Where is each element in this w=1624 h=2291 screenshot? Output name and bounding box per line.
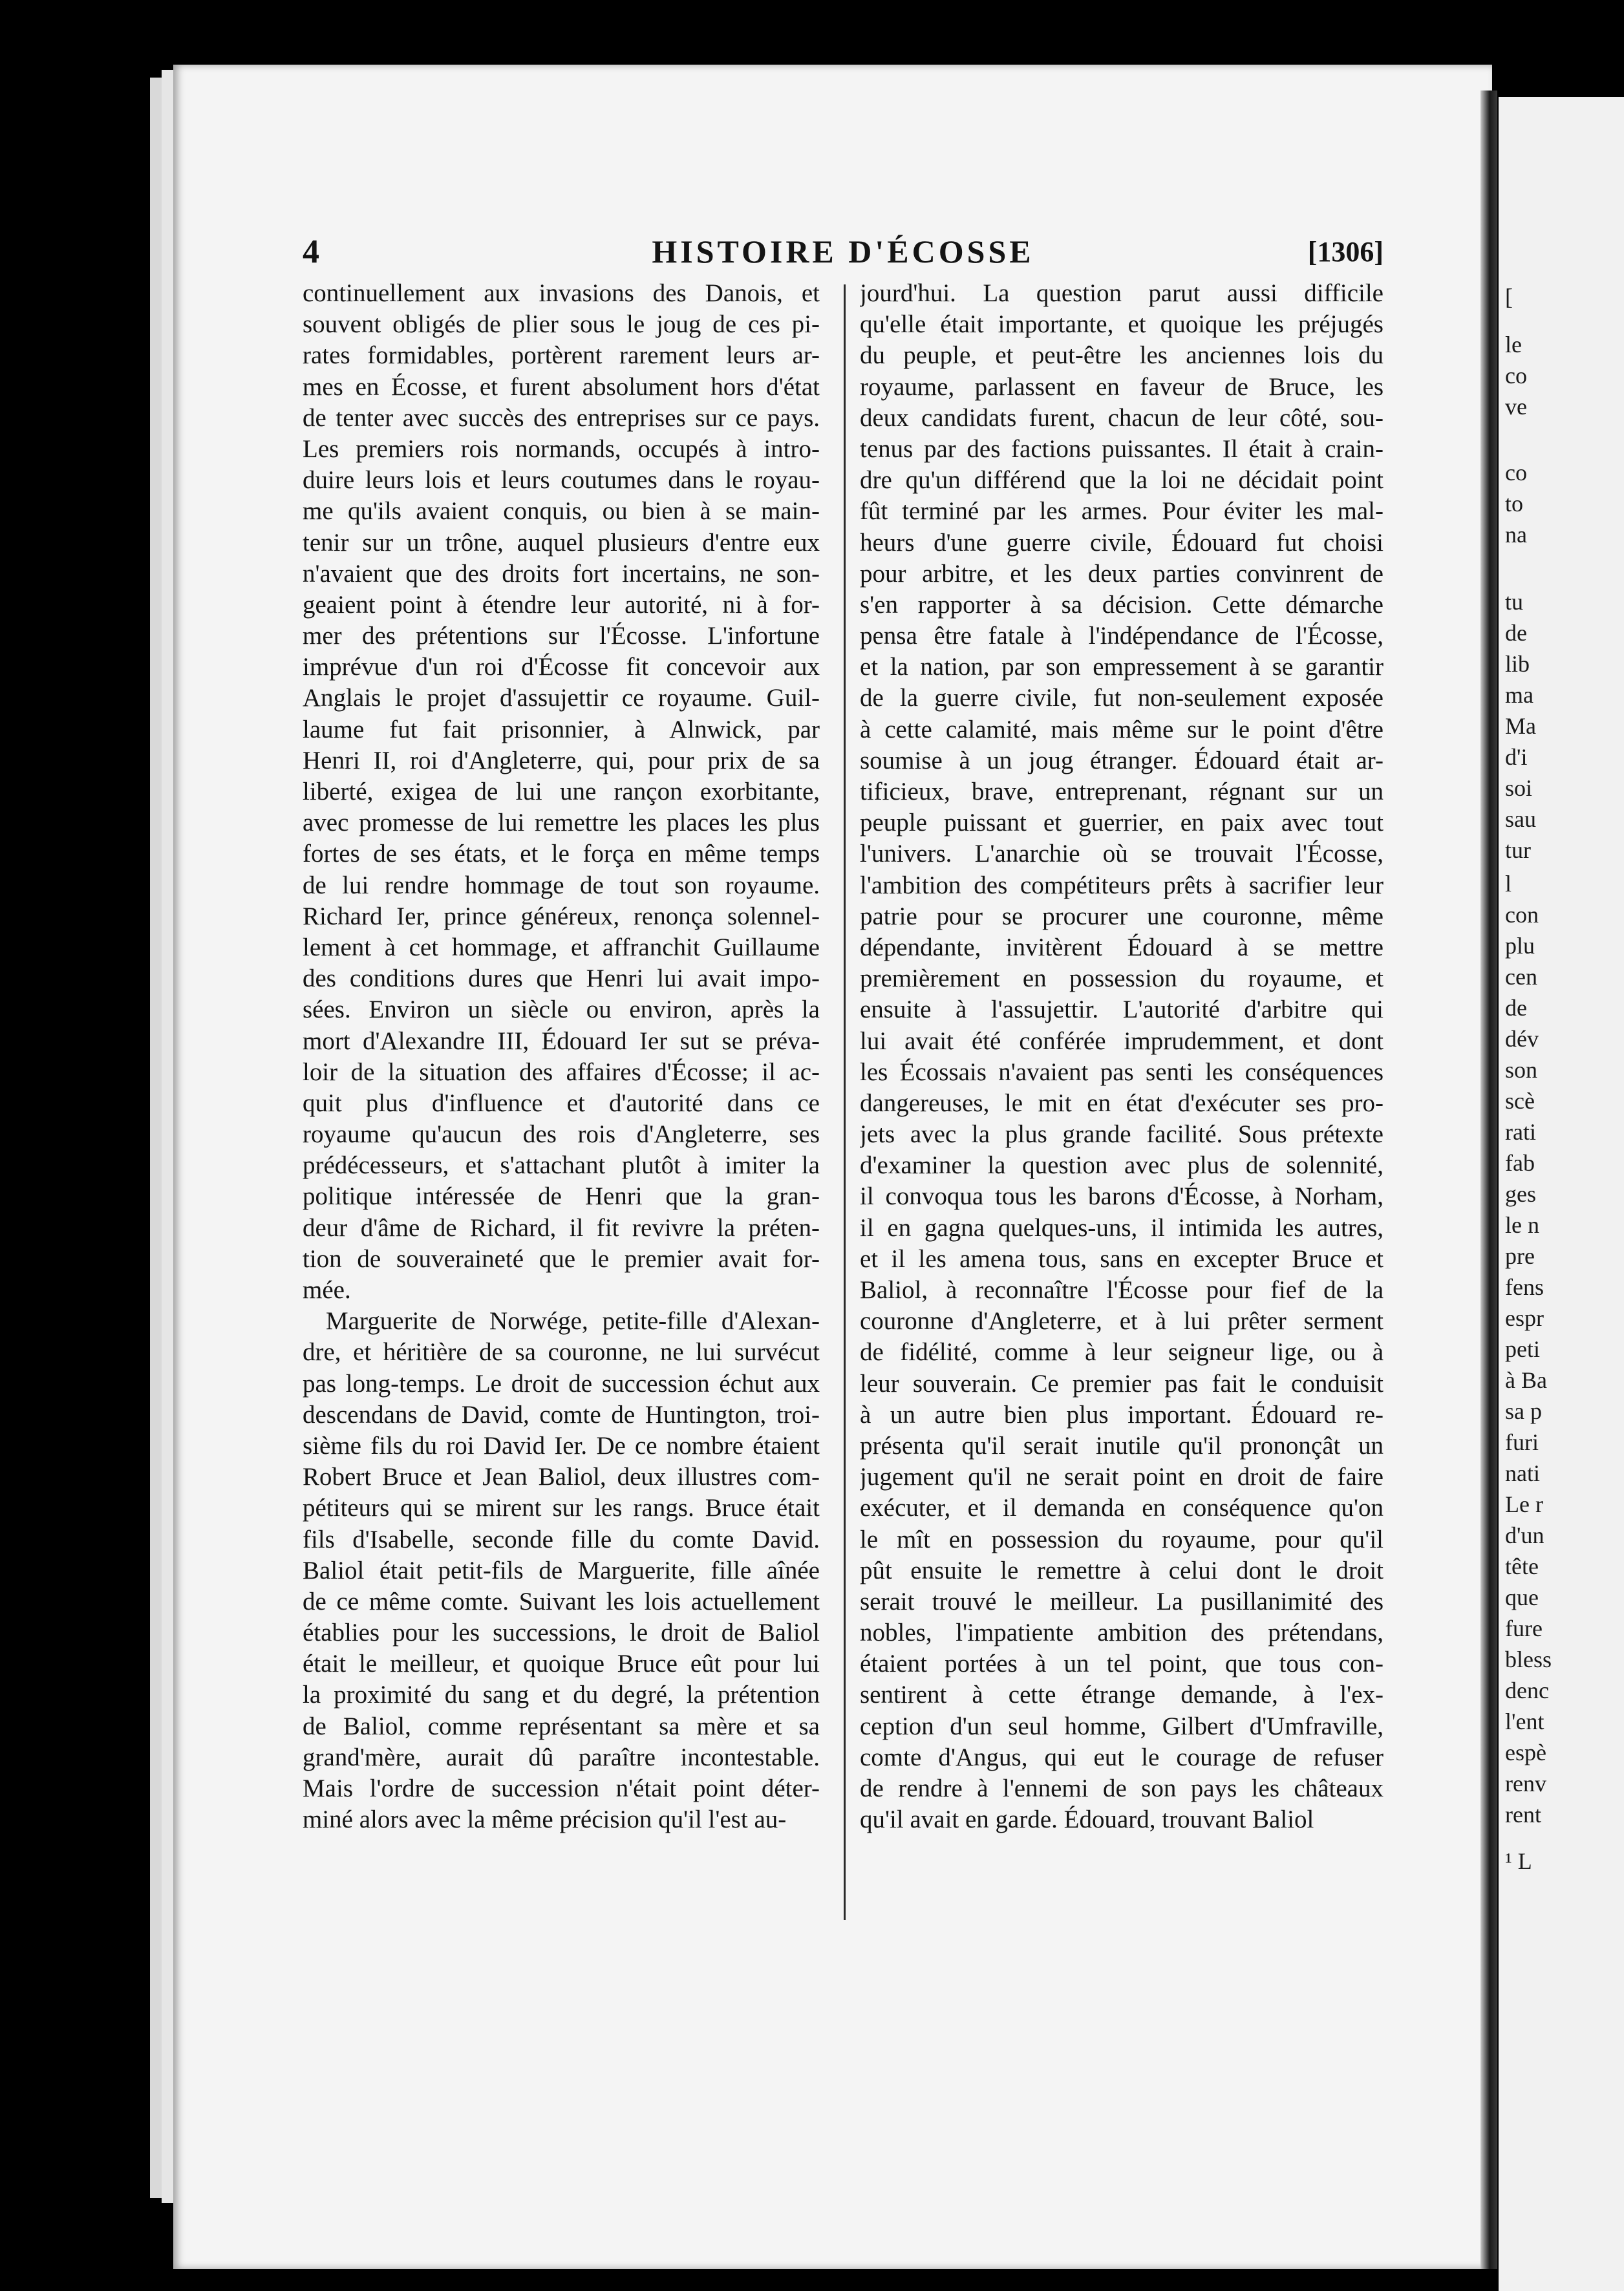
facing-page-text: na — [1505, 522, 1527, 548]
text-line: fils d'Isabelle, seconde fille du comte David. — [303, 1525, 820, 1553]
text-line: de ce même comte. Suivant les lois actuellement — [303, 1587, 820, 1615]
facing-page-text: Ma — [1505, 713, 1536, 739]
text-line: pût ensuite le remettre à celui dont le droit — [860, 1556, 1384, 1584]
text-line: deux candidats furent, chacun de leur côté, sou- — [860, 403, 1384, 432]
running-head — [303, 233, 1384, 278]
text-line: à cette calamité, mais même sur le point d'être — [860, 715, 1384, 743]
text-line: ception d'un seul homme, Gilbert d'Umfraville, — [860, 1712, 1384, 1740]
facing-page-text: scè — [1505, 1088, 1535, 1114]
facing-page-text: Le r — [1505, 1491, 1543, 1517]
text-line: mée. — [303, 1276, 351, 1304]
text-line: royaume, parlassent en faveur de Bruce, les — [860, 372, 1384, 401]
text-line: tificieux, brave, entreprenant, régnant sur un — [860, 778, 1384, 805]
facing-page-text: ma — [1505, 682, 1533, 708]
facing-page-text: pre — [1505, 1243, 1535, 1269]
text-line: jets avec la plus grande facilité. Sous prétexte — [860, 1120, 1384, 1149]
text-line: quit plus d'influence et d'autorité dans ce — [303, 1089, 820, 1117]
facing-page-text: tête — [1505, 1553, 1539, 1579]
facing-page-text: [ — [1505, 284, 1513, 310]
facing-page-text: bless — [1505, 1646, 1552, 1672]
text-line: tion de souveraineté que le premier avait for- — [303, 1244, 820, 1273]
text-line: dépendante, invitèrent Édouard à se mettre — [860, 933, 1384, 961]
facing-page-text: l'ent — [1505, 1709, 1544, 1734]
text-line: et il les amena tous, sans en excepter Bruce et — [860, 1244, 1384, 1273]
facing-page-text: que — [1505, 1584, 1539, 1610]
text-line: jourd'hui. La question parut aussi difficile — [860, 279, 1384, 307]
text-line: dre qu'un différend que la loi ne décidait point — [860, 466, 1384, 495]
text-line: souvent obligés de plier sous le joug de ces pi- — [303, 310, 820, 339]
book-gutter — [1480, 91, 1497, 2269]
text-line: mort d'Alexandre III, Édouard Ier sut se préva- — [303, 1027, 820, 1055]
facing-page-text: fab — [1505, 1150, 1535, 1176]
facing-page-text: de — [1505, 995, 1527, 1021]
text-line: laume fut fait prisonnier, à Alnwick, par — [303, 715, 820, 743]
facing-page-fragment — [1499, 97, 1624, 2291]
facing-page-text: soi — [1505, 775, 1533, 801]
text-line: rates formidables, portèrent rarement leurs ar- — [303, 341, 820, 370]
text-line: Richard Ier, prince généreux, renonça solennel- — [303, 902, 820, 930]
facing-page-text: to — [1505, 491, 1524, 517]
text-line: la proximité du sang et du degré, la prétention — [303, 1681, 820, 1709]
text-line: de fidélité, comme à leur seigneur lige, ou à — [860, 1338, 1384, 1367]
text-line: mer des prétentions sur l'Écosse. L'infortune — [303, 622, 820, 650]
facing-page-text: rati — [1505, 1119, 1536, 1145]
text-line: l'ambition des compétiteurs prêts à sacrifier leur — [860, 871, 1384, 899]
text-line: patrie pour se procurer une couronne, même — [860, 902, 1384, 930]
text-line: mes en Écosse, et furent absolument hors d'état — [303, 372, 820, 401]
text-line: serait trouvé le meilleur. La pusillanimité des — [860, 1587, 1384, 1615]
text-line: et la nation, par son empressement à se garantir — [860, 653, 1384, 681]
text-line: jugement qu'il ne serait point en droit de faire — [860, 1463, 1384, 1491]
facing-page-text: sau — [1505, 806, 1536, 832]
text-line: ensuite à l'assujettir. L'autorité d'arbitre qui — [860, 996, 1384, 1024]
text-line: de lui rendre hommage de tout son royaume. — [303, 871, 820, 899]
facing-page-text: tu — [1505, 589, 1524, 615]
text-line: liberté, exigea de lui une rançon exorbitante, — [303, 778, 820, 805]
text-line: me qu'ils avaient conquis, ou bien à se main- — [303, 497, 820, 526]
text-line: loir de la situation des affaires d'Écosse; il ac- — [303, 1058, 820, 1086]
text-line: Baliol, à reconnaître l'Écosse pour fief de la — [860, 1276, 1384, 1304]
text-line: le mît en possession du royaume, pour qu'il — [860, 1525, 1384, 1553]
text-line: lui avait été conférée imprudemment, et dont — [860, 1027, 1384, 1055]
text-line: heurs d'une guerre civile, Édouard fut choisi — [860, 528, 1384, 557]
text-line: prédécesseurs, et s'attachant plutôt à imiter la — [303, 1151, 820, 1180]
text-line: Anglais le projet d'assujettir ce royaume. Guil- — [303, 684, 820, 712]
text-line: tenir sur un trône, auquel plusieurs d'entre eux — [303, 528, 820, 557]
text-line: l'univers. L'anarchie où se trouvait l'Écosse, — [860, 840, 1384, 868]
text-line: sième fils du roi David Ier. De ce nombre étaient — [303, 1431, 820, 1460]
text-line: de Baliol, comme représentant sa mère et sa — [303, 1712, 820, 1740]
text-line: politique intéressée de Henri que la gran- — [303, 1182, 820, 1211]
text-line: deur d'âme de Richard, il fit revivre la préten- — [303, 1213, 820, 1242]
facing-page-text: espr — [1505, 1305, 1544, 1331]
text-line: étaient portées à un tel point, que tous con- — [860, 1650, 1384, 1678]
text-line: descendans de David, comte de Huntington, troi- — [303, 1400, 820, 1429]
facing-page-text: lib — [1505, 651, 1530, 677]
text-line: Mais l'ordre de succession n'était point déter- — [303, 1774, 820, 1802]
facing-page-text: d'i — [1505, 744, 1528, 770]
text-line: pour arbitre, et les deux parties convinrent de — [860, 559, 1384, 588]
right-text-column — [860, 278, 1384, 1835]
page-number: 4 — [303, 233, 319, 270]
text-line: était le meilleur, et quoique Bruce eût pour lui — [303, 1650, 820, 1678]
facing-page-text: sa p — [1505, 1398, 1542, 1424]
text-line: lement à cet hommage, et affranchit Guillaume — [303, 933, 820, 961]
text-line: couronne d'Angleterre, et à lui prêter serment — [860, 1307, 1384, 1336]
facing-page-text: rent — [1505, 1802, 1541, 1827]
text-line: présenta qu'il serait inutile qu'il prononçât un — [860, 1431, 1384, 1460]
text-line: il en gagna quelques-uns, il intimida les autres, — [860, 1213, 1384, 1242]
text-line: exécuter, et il demanda en conséquence qu'on — [860, 1494, 1384, 1522]
text-line: Henri II, roi d'Angleterre, qui, pour prix de sa — [303, 746, 820, 774]
text-line: établies pour les successions, le droit de Baliol — [303, 1619, 820, 1647]
text-line: peuple puissant et guerrier, en paix avec tout — [860, 809, 1384, 837]
text-line: soumise à un joug étranger. Édouard était ar- — [860, 746, 1384, 774]
text-line: grand'mère, aurait dû paraître incontestable. — [303, 1743, 820, 1771]
text-line: à un autre bien plus important. Édouard re- — [860, 1400, 1384, 1429]
facing-page-text: ¹ L — [1505, 1848, 1532, 1874]
facing-page-text: fens — [1505, 1274, 1544, 1300]
facing-page-text: co — [1505, 363, 1527, 389]
facing-page-text: renv — [1505, 1771, 1546, 1796]
text-line: d'examiner la question avec plus de solennité, — [860, 1151, 1384, 1180]
text-line: continuellement aux invasions des Danois, et — [303, 279, 820, 307]
text-line: Marguerite de Norwége, petite-fille d'Alexan- — [326, 1307, 820, 1336]
text-line: qu'il avait en garde. Édouard, trouvant Baliol — [860, 1806, 1314, 1834]
text-line: geaient point à étendre leur autorité, ni à for- — [303, 590, 820, 619]
facing-page-text: de — [1505, 620, 1527, 646]
text-line: miné alors avec la même précision qu'il l'est au- — [303, 1806, 787, 1834]
facing-page-text: co — [1505, 460, 1527, 485]
facing-page-text: espè — [1505, 1740, 1546, 1765]
text-line: nobles, l'impatiente ambition des prétendans, — [860, 1619, 1384, 1647]
facing-page-text: le — [1505, 332, 1522, 357]
facing-page-text: denc — [1505, 1678, 1549, 1703]
text-line: royaume qu'aucun des rois d'Angleterre, ses — [303, 1120, 820, 1149]
facing-page-text: tur — [1505, 837, 1531, 863]
page-title: HISTOIRE D'ÉCOSSE — [652, 233, 1034, 270]
text-line: Baliol était petit-fils de Marguerite, fille aînée — [303, 1556, 820, 1584]
text-line: pétiteurs qui se mirent sur les rangs. Bruce était — [303, 1494, 820, 1522]
facing-page-text: cen — [1505, 964, 1537, 990]
text-line: avec promesse de lui remettre les places les plus — [303, 809, 820, 837]
facing-page-text: nati — [1505, 1460, 1540, 1486]
text-line: sées. Environ un siècle ou environ, après la — [303, 996, 820, 1024]
facing-page-text: plu — [1505, 933, 1535, 959]
text-line: dre, et héritière de sa couronne, ne lui survécut — [303, 1338, 820, 1367]
text-line: qu'elle était importante, et quoique les préjugés — [860, 310, 1384, 339]
facing-page-text: peti — [1505, 1336, 1540, 1362]
text-line: s'en rapporter à sa décision. Cette démarche — [860, 590, 1384, 619]
year-marker: [1306] — [1307, 236, 1384, 268]
facing-page-text: à Ba — [1505, 1367, 1547, 1393]
text-line: premièrement en possession du royaume, et — [860, 964, 1384, 993]
text-line: fortes de ses états, et le força en même temps — [303, 840, 820, 868]
text-line: de rendre à l'ennemi de son pays les châteaux — [860, 1774, 1384, 1802]
facing-page-text: d'un — [1505, 1522, 1544, 1548]
text-line: il convoqua tous les barons d'Écosse, à Norham, — [860, 1182, 1384, 1211]
facing-page-text: ges — [1505, 1181, 1536, 1207]
facing-page-text: le n — [1505, 1212, 1539, 1238]
facing-page-text: dév — [1505, 1026, 1539, 1052]
facing-page-text: con — [1505, 902, 1539, 928]
text-line: du peuple, et peut-être les anciennes lois du — [860, 341, 1384, 370]
text-line: sentirent à cette étrange demande, à l'ex- — [860, 1681, 1384, 1709]
text-line: duire leurs lois et leurs coutumes dans le royau- — [303, 466, 820, 495]
text-line: leur souverain. Ce premier pas fait le conduisit — [860, 1369, 1384, 1398]
text-line: des conditions dures que Henri lui avait impo- — [303, 964, 820, 993]
text-line: dangereuses, le mit en état d'exécuter ses pro- — [860, 1089, 1384, 1117]
text-line: Robert Bruce et Jean Baliol, deux illustres com- — [303, 1463, 820, 1491]
facing-page-text: son — [1505, 1057, 1538, 1083]
facing-page-text: fure — [1505, 1615, 1543, 1641]
text-line: de tenter avec succès des entreprises sur ce pays. — [303, 403, 820, 432]
text-line: imprévue d'un roi d'Écosse fit concevoir aux — [303, 653, 820, 681]
facing-page-text: furi — [1505, 1429, 1539, 1455]
text-line: tenus par des factions puissantes. Il était à crain- — [860, 434, 1384, 463]
text-line: de la guerre civile, fut non-seulement exposée — [860, 684, 1384, 712]
text-line: les Écossais n'avaient pas senti les conséquences — [860, 1058, 1384, 1086]
text-line: fût terminé par les armes. Pour éviter les mal- — [860, 497, 1384, 526]
text-line: n'avaient que des droits fort incertains, ne son- — [303, 559, 820, 588]
text-line: pas long-temps. Le droit de succession échut aux — [303, 1369, 820, 1398]
facing-page-text: ve — [1505, 394, 1527, 420]
column-divider — [844, 284, 846, 1920]
left-text-column — [303, 278, 820, 1835]
text-line: Les premiers rois normands, occupés à intro- — [303, 434, 820, 463]
facing-page-text: l — [1505, 871, 1512, 897]
text-line: pensa être fatale à l'indépendance de l'Écosse, — [860, 622, 1384, 650]
text-line: comte d'Angus, qui eut le courage de refuser — [860, 1743, 1384, 1771]
